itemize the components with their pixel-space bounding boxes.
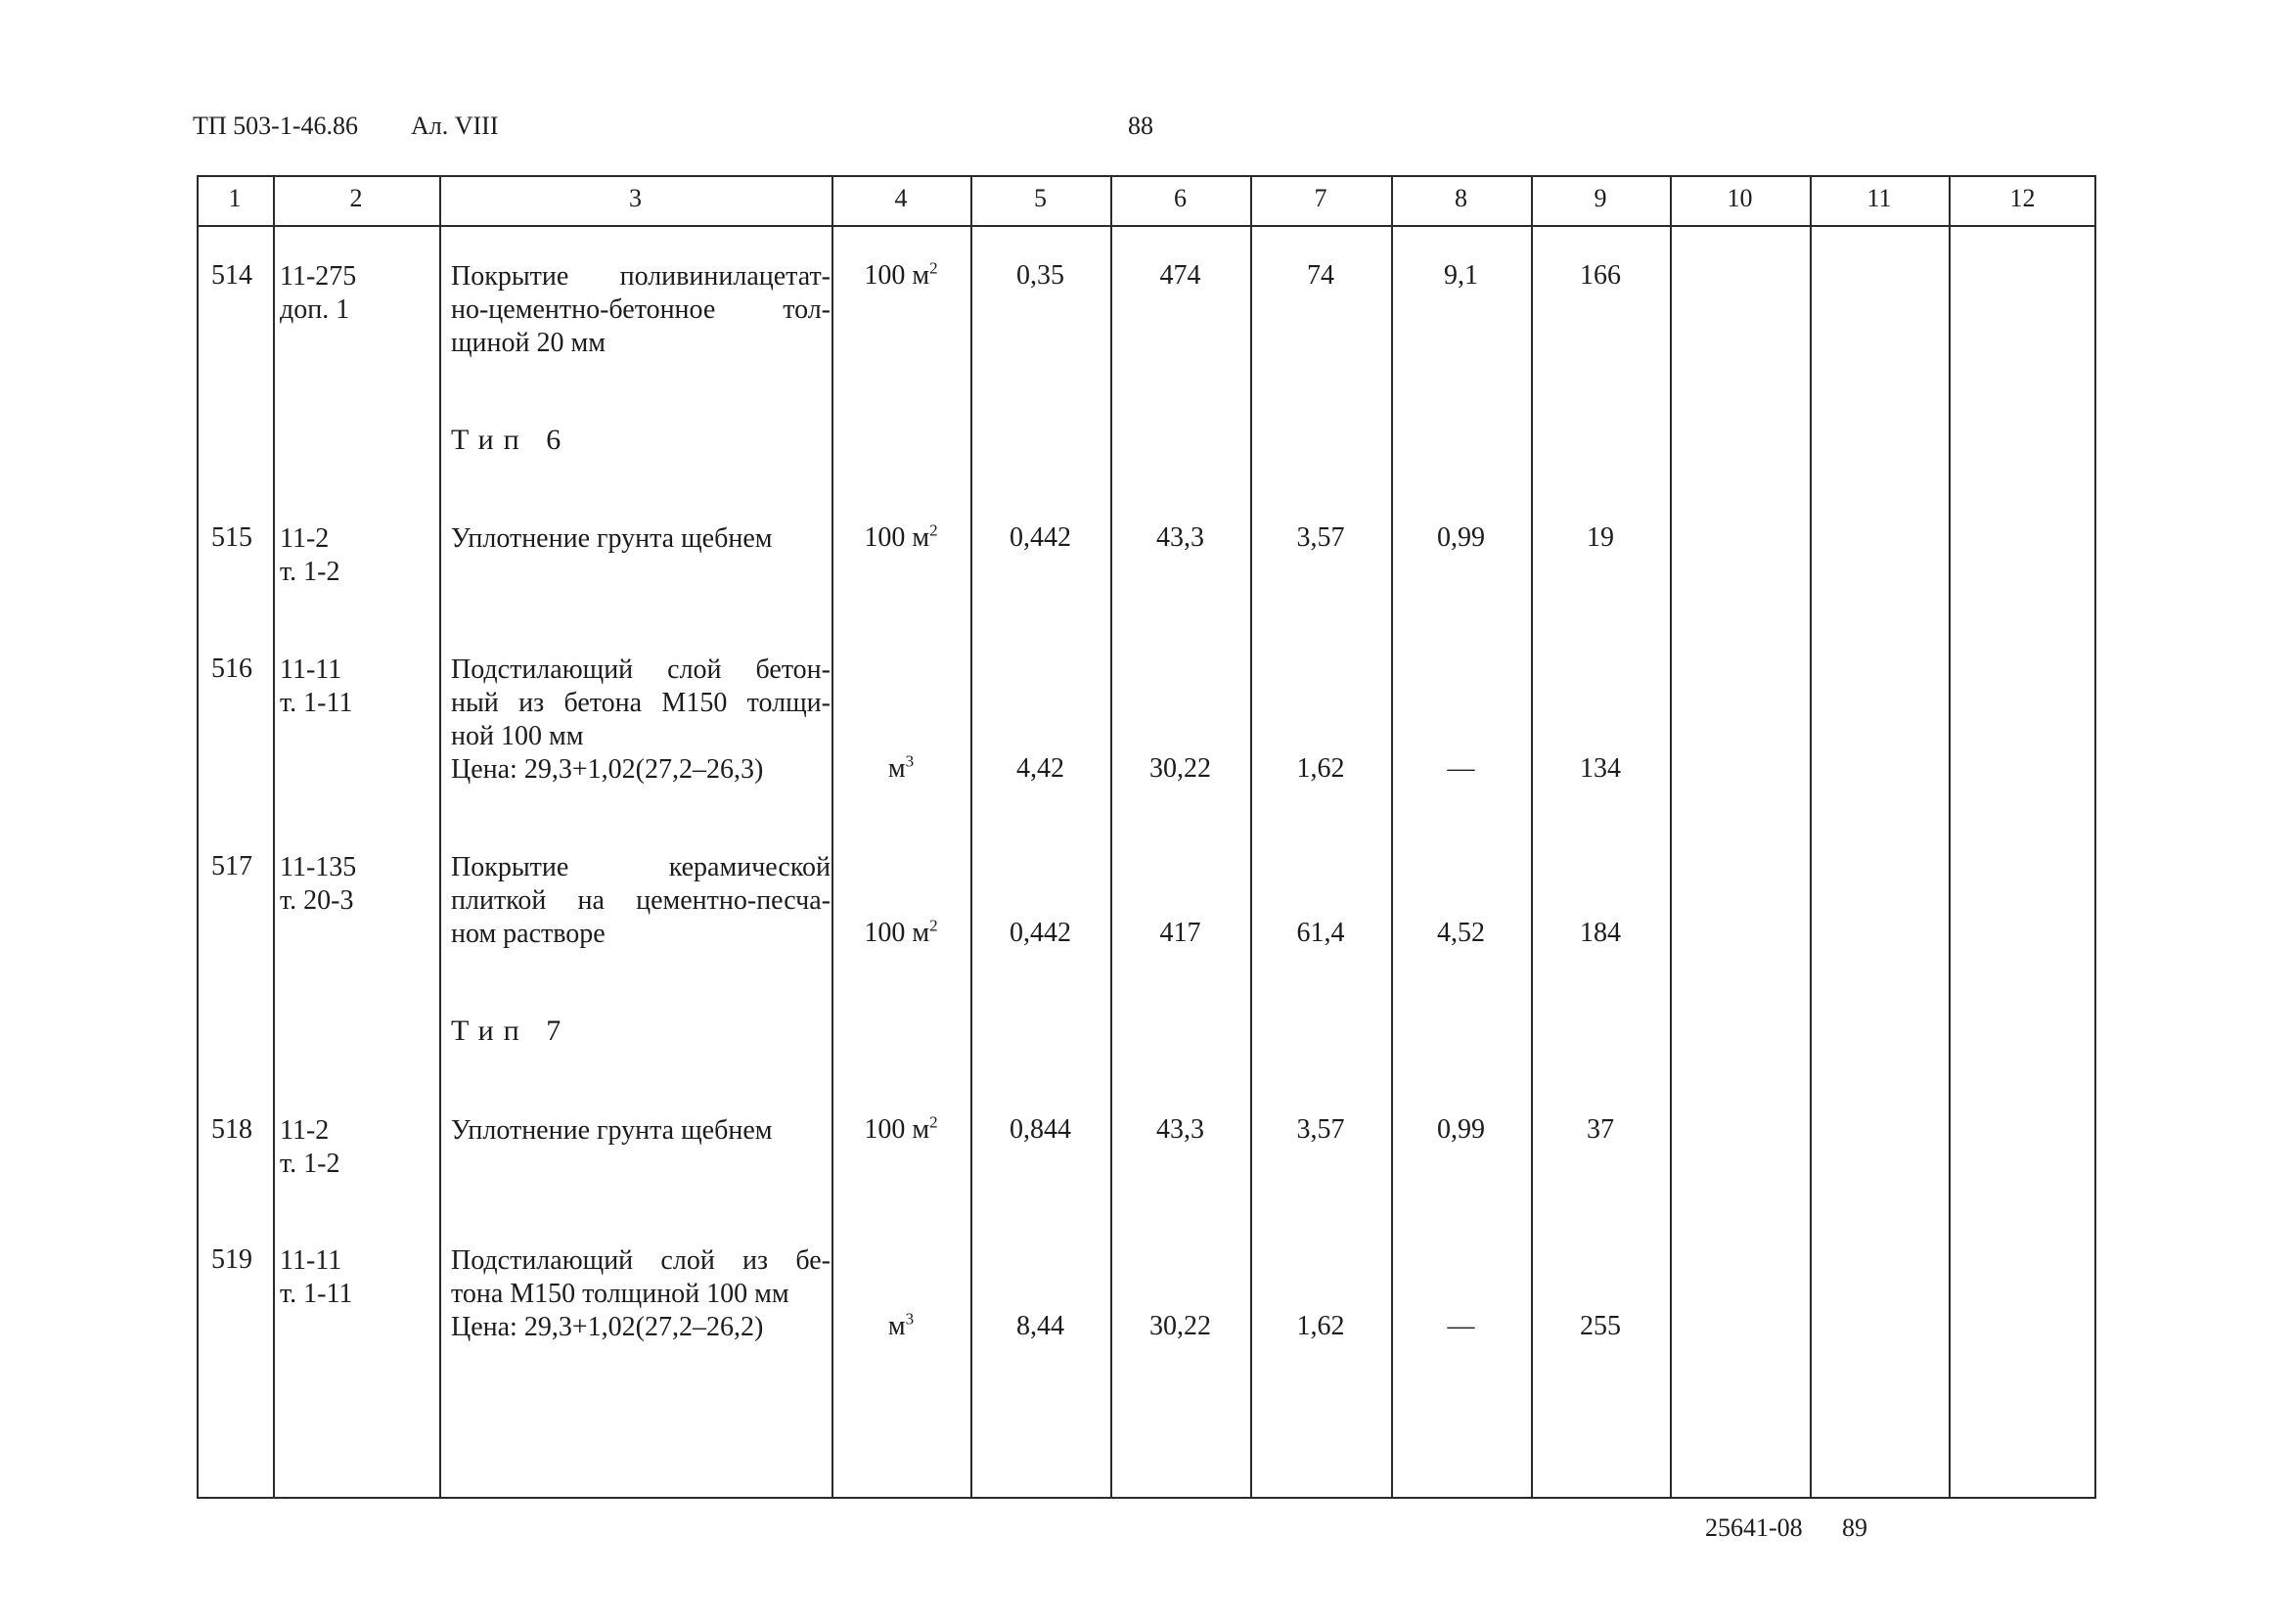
- value-cell: 4,52: [1437, 918, 1485, 948]
- quantity-cell: 8,44: [1016, 1311, 1064, 1341]
- column-number: 2: [349, 184, 363, 212]
- norm-code: 11-2 т. 1-2: [280, 523, 340, 587]
- norm-code: 11-2 т. 1-2: [280, 1115, 340, 1179]
- footer-document-number: 25641-08: [1705, 1513, 1803, 1542]
- column-divider: [1110, 175, 1112, 1499]
- column-divider: [1391, 175, 1393, 1499]
- row-number: 519: [211, 1244, 252, 1275]
- document-code: ТП 503-1-46.86: [193, 112, 358, 140]
- column-number: 1: [228, 184, 242, 212]
- column-number: 6: [1174, 184, 1187, 212]
- page-number: 88: [1128, 112, 1153, 140]
- total-cell: 184: [1580, 918, 1621, 948]
- unit-cell: 100 $м^2$: [864, 916, 938, 948]
- work-description: Покрытие поливинилацетат- но-цементно-бетонное тол- щиной 20 мм: [451, 261, 831, 358]
- work-description: Уплотнение грунта щебнем: [451, 523, 773, 554]
- norm-code: 11-11 т. 1-11: [280, 654, 353, 718]
- norm-code: 11-135 т. 20-3: [280, 852, 357, 916]
- unit-cell: 100 $м^2$: [864, 520, 938, 553]
- column-number: 9: [1594, 184, 1607, 212]
- column-number: 12: [2009, 184, 2036, 212]
- value-cell: 3,57: [1296, 522, 1345, 553]
- unit-cell: 100 $м^2$: [864, 258, 938, 291]
- column-divider: [1810, 175, 1812, 1499]
- footer-page-number: 89: [1842, 1513, 1867, 1542]
- column-number: 10: [1727, 184, 1753, 212]
- type-heading: Тип 7: [451, 1015, 571, 1047]
- column-divider: [1670, 175, 1672, 1499]
- work-description: Подстилающий слой из бе- тона М150 толщиной 100 мм Цена: 29,3+1,02(27,2–26,2): [451, 1245, 831, 1342]
- quantity-cell: 0,35: [1016, 260, 1064, 291]
- norm-code: 11-11 т. 1-11: [280, 1245, 353, 1309]
- work-description: Подстилающий слой бетон- ный из бетона М150 толщи- ной 100 мм Цена: 29,3+1,02(27,2–26,3): [451, 654, 831, 785]
- value-cell: 474: [1159, 260, 1201, 291]
- work-description: Покрытие керамической плиткой на цементно-песча- ном растворе: [451, 852, 831, 949]
- quantity-cell: 4,42: [1016, 753, 1064, 784]
- column-number: 11: [1866, 184, 1892, 212]
- total-cell: 37: [1587, 1114, 1614, 1145]
- column-number: 5: [1034, 184, 1047, 212]
- value-cell: 1,62: [1296, 753, 1345, 784]
- norm-code: 11-275 доп. 1: [280, 261, 357, 325]
- total-cell: 19: [1587, 522, 1614, 553]
- total-cell: 166: [1580, 260, 1621, 291]
- quantity-cell: 0,442: [1010, 522, 1071, 553]
- value-cell: 0,99: [1437, 522, 1485, 553]
- unit-cell: $м^3$: [887, 1309, 915, 1341]
- column-number: 4: [894, 184, 908, 212]
- unit-cell: $м^3$: [887, 751, 915, 784]
- value-cell: 30,22: [1149, 1311, 1211, 1341]
- value-cell: 30,22: [1149, 753, 1211, 784]
- value-cell: 3,57: [1296, 1114, 1345, 1145]
- type-heading: Тип 6: [451, 424, 571, 456]
- row-number: 518: [211, 1114, 252, 1145]
- value-cell: 61,4: [1296, 918, 1345, 948]
- row-number: 514: [211, 260, 252, 291]
- row-number: 517: [211, 851, 252, 881]
- unit-cell: 100 $м^2$: [864, 1112, 938, 1145]
- value-cell: —: [1447, 1311, 1475, 1341]
- row-number: 516: [211, 654, 252, 684]
- quantity-cell: 0,442: [1010, 918, 1071, 948]
- column-number: 7: [1314, 184, 1327, 212]
- total-cell: 255: [1580, 1311, 1621, 1341]
- total-cell: 134: [1580, 753, 1621, 784]
- value-cell: 9,1: [1444, 260, 1478, 291]
- value-cell: 74: [1307, 260, 1334, 291]
- value-cell: —: [1447, 753, 1475, 784]
- value-cell: 43,3: [1156, 522, 1204, 553]
- value-cell: 1,62: [1296, 1311, 1345, 1341]
- column-divider: [1531, 175, 1533, 1499]
- work-description: Уплотнение грунта щебнем: [451, 1115, 773, 1146]
- quantity-cell: 0,844: [1010, 1114, 1071, 1145]
- column-divider: [439, 175, 441, 1499]
- column-divider: [831, 175, 833, 1499]
- column-number: 3: [629, 184, 642, 212]
- value-cell: 0,99: [1437, 1114, 1485, 1145]
- column-divider: [273, 175, 275, 1499]
- column-divider: [1949, 175, 1951, 1499]
- column-divider: [970, 175, 972, 1499]
- value-cell: 417: [1159, 918, 1201, 948]
- row-number: 515: [211, 522, 252, 553]
- album-label: Ал. VIII: [411, 112, 499, 140]
- column-number: 8: [1455, 184, 1467, 212]
- value-cell: 43,3: [1156, 1114, 1204, 1145]
- column-divider: [1250, 175, 1252, 1499]
